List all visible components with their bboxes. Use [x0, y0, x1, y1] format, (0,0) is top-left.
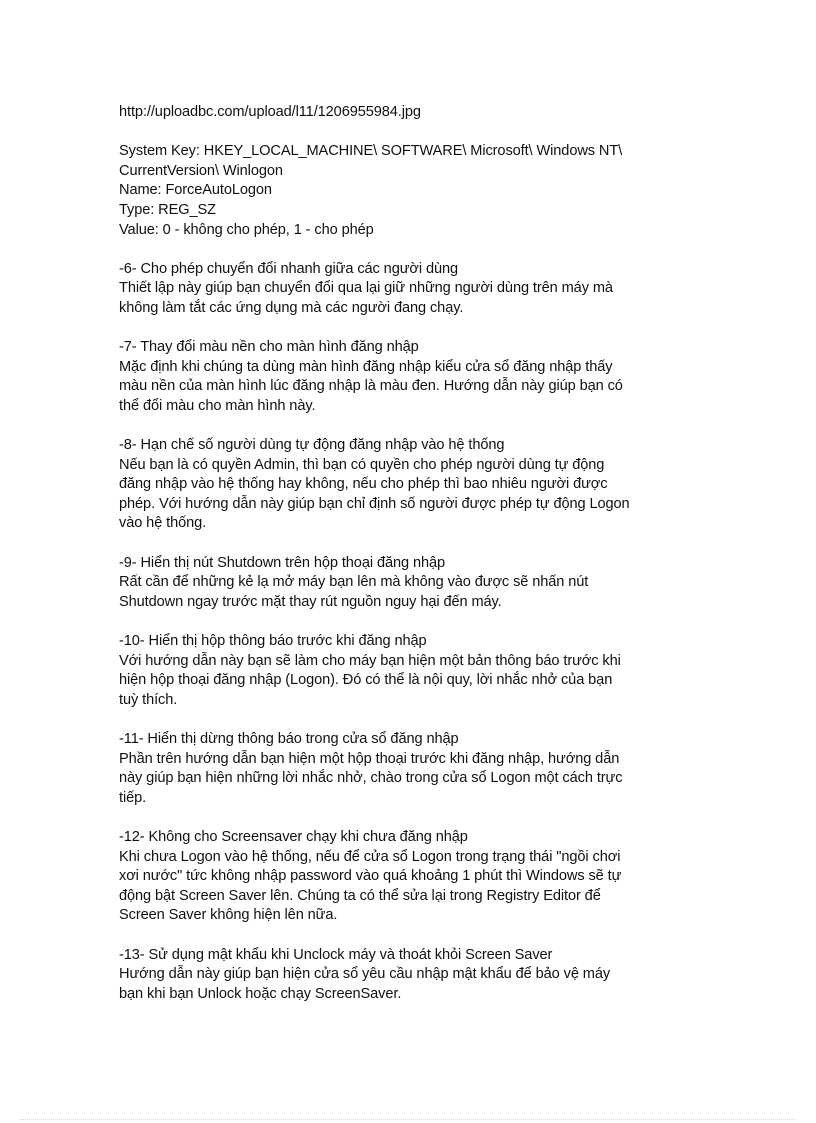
page-bottom-divider [20, 1119, 796, 1120]
section-title: -8- Hạn chế số người dùng tự động đăng nhập vào hệ thống [119, 437, 505, 454]
section-body-line: bạn khi bạn Unlock hoặc chạy ScreenSaver. [119, 985, 402, 1002]
document-page [119, 103, 719, 1004]
section-11 [119, 730, 719, 808]
section-body-line: Thiết lập này giúp bạn chuyển đổi qua lại giữ những người dùng trên máy mà [119, 280, 613, 297]
section-body-line: này giúp bạn hiện những lời nhắc nhở, chào trong cửa sổ Logon một cách trực [119, 770, 623, 787]
spacer [119, 240, 719, 260]
registry-key-line: System Key: HKEY_LOCAL_MACHINE\ SOFTWARE\ Microsoft\ Windows NT\ [119, 143, 623, 160]
section-body-line: động bật Screen Saver lên. Chúng ta có thể sửa lại trong Registry Editor để [119, 887, 601, 904]
spacer [119, 612, 719, 632]
section-body-line: Hướng dẫn này giúp bạn hiện cửa sổ yêu cầu nhập mật khẩu để bảo vệ máy [119, 966, 611, 983]
section-body-line: đăng nhập vào hệ thống hay không, nếu cho phép thì bao nhiêu người được [119, 476, 608, 493]
section-body-line: Shutdown ngay trước mặt thay rút nguồn nguy hại đến máy. [119, 593, 502, 610]
spacer [119, 926, 719, 946]
section-title: -13- Sử dụng mật khẩu khi Unclock máy và thoát khỏi Screen Saver [119, 946, 553, 963]
section-body-line: hiện hộp thoại đăng nhập (Logon). Đó có thể là nội quy, lời nhắc nhở của bạn [119, 672, 613, 689]
section-title: -7- Thay đổi màu nền cho màn hình đăng nhập [119, 339, 419, 356]
section-body-line: Rất cần để những kẻ lạ mở máy bạn lên mà không vào được sẽ nhấn nút [119, 574, 589, 591]
section-body-line: màu nền của màn hình lúc đăng nhập là màu đen. Hướng dẫn này giúp bạn có [119, 378, 623, 395]
section-body-line: Phần trên hướng dẫn bạn hiện một hộp thoại trước khi đăng nhập, hướng dẫn [119, 750, 620, 767]
section-9 [119, 554, 719, 613]
section-body-line: Khi chưa Logon vào hệ thống, nếu để cửa sổ Logon trong trạng thái "ngồi chơi [119, 848, 621, 865]
image-url: http://uploadbc.com/upload/l11/1206955984.jpg [119, 104, 421, 120]
spacer [119, 319, 719, 339]
section-title: -12- Không cho Screensaver chạy khi chưa đăng nhập [119, 828, 468, 845]
section-title: -9- Hiển thị nút Shutdown trên hộp thoại đăng nhập [119, 554, 446, 571]
section-body-line: thể đổi màu cho màn hình này. [119, 397, 316, 414]
registry-type: Type: REG_SZ [119, 201, 216, 218]
section-body-line: tiếp. [119, 789, 147, 806]
section-8 [119, 436, 719, 534]
spacer [119, 123, 719, 143]
registry-info [119, 142, 719, 240]
section-10 [119, 632, 719, 710]
section-body-line: vào hệ thống. [119, 515, 207, 532]
section-13 [119, 946, 719, 1005]
section-7 [119, 338, 719, 416]
section-title: -11- Hiển thị dừng thông báo trong cửa sổ đăng nhập [119, 731, 459, 747]
section-body-line: Với hướng dẫn này bạn sẽ làm cho máy bạn hiện một bản thông báo trước khi [119, 652, 621, 669]
section-body-line: tuỳ thích. [119, 691, 178, 708]
section-6 [119, 260, 719, 319]
section-body-line: Nếu bạn là có quyền Admin, thì bạn có quyền cho phép người dùng tự động [119, 456, 605, 473]
section-body-line: xơi nước" tức không nhập password vào quá khoảng 1 phút thì Windows sẽ tự [119, 868, 622, 885]
section-title: -6- Cho phép chuyển đổi nhanh giữa các người dùng [119, 260, 459, 277]
spacer [119, 808, 719, 828]
spacer [119, 534, 719, 554]
registry-key-line-cont: CurrentVersion\ Winlogon [119, 162, 283, 179]
registry-value: Value: 0 - không cho phép, 1 - cho phép [119, 221, 374, 238]
registry-name: Name: ForceAutoLogon [119, 182, 272, 199]
section-title: -10- Hiển thị hộp thông báo trước khi đăng nhập [119, 633, 427, 650]
section-body-line: phép. Với hướng dẫn này giúp bạn chỉ định số người được phép tự động Logon [119, 495, 630, 512]
section-12 [119, 828, 719, 926]
spacer [119, 417, 719, 437]
section-body-line: không làm tắt các ứng dụng mà các người đang chạy. [119, 299, 464, 316]
section-body-line: Screen Saver không hiện lên nữa. [119, 907, 338, 924]
section-body-line: Mặc định khi chúng ta dùng màn hình đăng nhập kiểu cửa sổ đăng nhập thấy [119, 358, 613, 375]
spacer [119, 710, 719, 730]
